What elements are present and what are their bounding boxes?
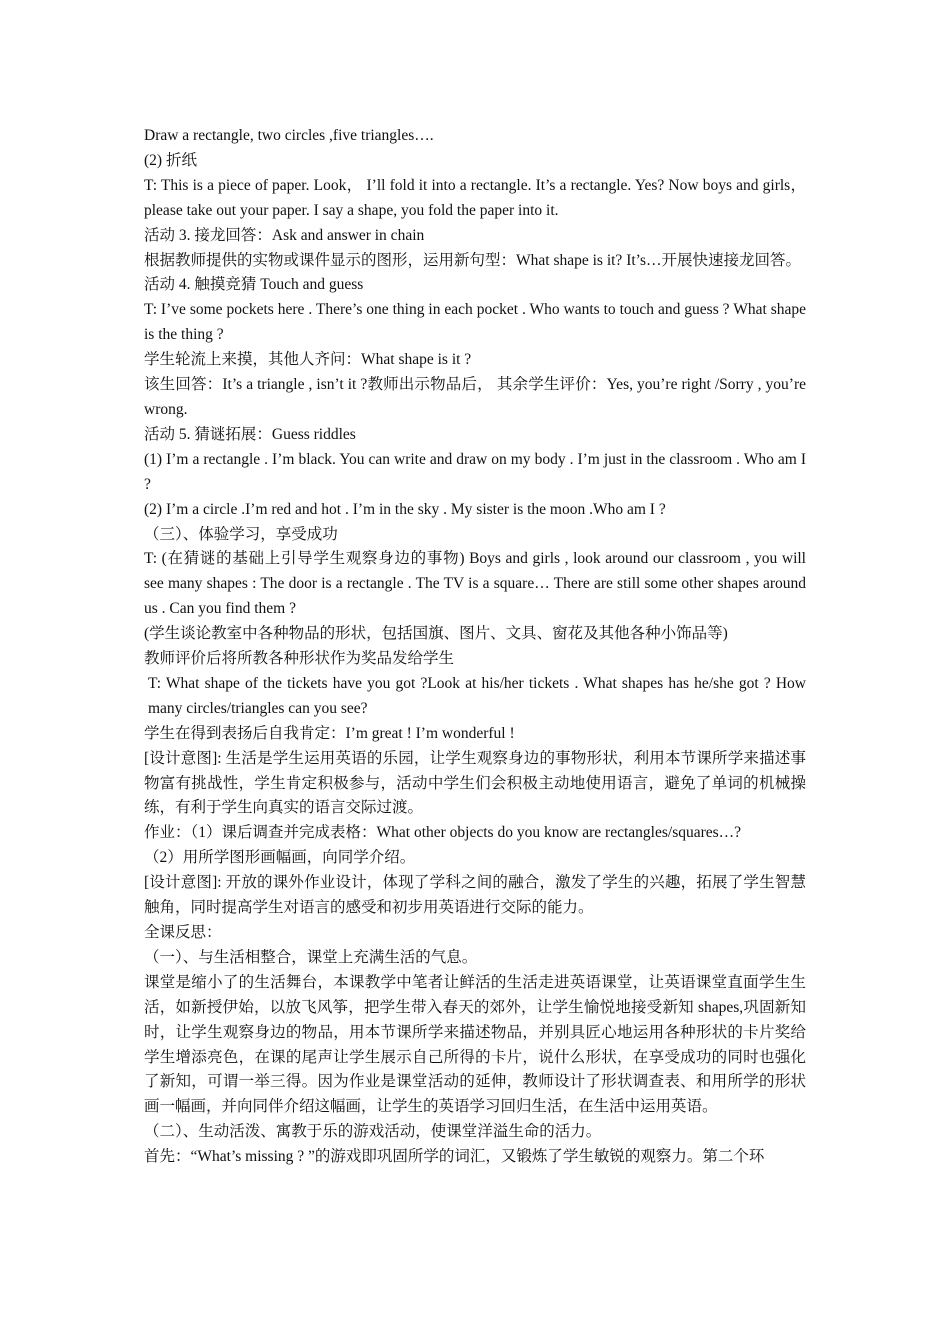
paragraph-reflection-1: 课堂是缩小了的生活舞台，本课教学中笔者让鲜活的生活走进英语课堂，让英语课堂直面学生生活，如新授伊始，以放飞风筝，把学生带入春天的郊外，让学生愉悦地接受新知 shapes,巩固新知时，让学生观察身边的物品，用本节课所学来描述物品，并别具匠心地运用各种形状的卡片奖给学生增添亮色，在课的尾声让学生展示自己所得的卡片，说什么形状，在享受成功的同时也强化了新知，可谓一举三得。因为作业是课堂活动的延伸，教师设计了形状调查表、和用所学的形状画一幅画，并向同伴介绍这幅画，让学生的英语学习回归生活，在生活中运用英语。 — [144, 973, 806, 1116]
paragraph-teacher-pockets: T: I’ve some pockets here . There’s one thing in each pocket . Who wants to touch and guess ? What shape is the thing ? — [144, 301, 806, 344]
paragraph-teacher-paper: T: This is a piece of paper. Look， I’ll fold it into a rectangle. It’s a rectangle. Yes? Now boys and girls， please take out your paper. I say a shape, you fold the paper into it. — [144, 176, 806, 219]
paragraph-tickets: T: What shape of the tickets have you got ?Look at his/her tickets . What shapes has he/she got ? How many circles/triangles can you see? — [148, 674, 806, 717]
paragraph-activity-3: 根据教师提供的实物或课件显示的图形，运用新句型：What shape is it? It’s…开展快速接龙回答。 — [144, 251, 801, 269]
text-line-students-discuss: (学生谈论教室中各种物品的形状，包括国旗、图片、文具、窗花及其他各种小饰品等) — [144, 625, 728, 643]
text-line-homework-1: 作业：（1）课后调查并完成表格：What other objects do you know are rectangles/squares…? — [144, 824, 742, 842]
document-body — [144, 124, 806, 1170]
text-line-self-affirm: 学生在得到表扬后自我肯定：I’m great ! I’m wonderful ! — [144, 724, 515, 742]
heading-activity-5: 活动 5. 猜谜拓展：Guess riddles — [144, 425, 356, 443]
paragraph-look-around: T: (在猜谜的基础上引导学生观察身边的事物) Boys and girls , look around our classroom , you will see many shapes : The door is a rectangle . The TV is a square… There are still some other shapes around us . Can you find them ? — [144, 550, 806, 618]
heading-section-3: （三）、体验学习，享受成功 — [144, 525, 338, 543]
heading-reflection-1: （一）、与生活相整合，课堂上充满生活的气息。 — [144, 948, 478, 966]
heading-activity-3: 活动 3. 接龙回答：Ask and answer in chain — [144, 226, 425, 244]
text-line-homework-2: （2）用所学图形画幅画，向同学介绍。 — [144, 849, 416, 867]
paragraph-reflection-2: 首先：“What’s missing ? ”的游戏即巩固所学的词汇，又锻炼了学生敏锐的观察力。第二个环 — [144, 1148, 765, 1166]
heading-activity-4: 活动 4. 触摸竞猜 Touch and guess — [144, 276, 364, 294]
paragraph-design-intent-2: [设计意图]: 开放的课外作业设计，体现了学科之间的融合，激发了学生的兴趣，拓展了学生智慧触角，同时提高学生对语言的感受和初步用英语进行交际的能力。 — [144, 874, 806, 917]
text-line-draw-shapes: Draw a rectangle, two circles ,five triangles…. — [144, 127, 434, 144]
text-line-teacher-reward: 教师评价后将所教各种形状作为奖品发给学生 — [144, 650, 455, 668]
paragraph-riddle-1: (1) I’m a rectangle . I’m black. You can write and draw on my body . I’m just in the classroom . Who am I ? — [144, 450, 806, 493]
paragraph-design-intent-1: [设计意图]: 生活是学生运用英语的乐园，让学生观察身边的事物形状，利用本节课所学来描述事物富有挑战性，学生肯定积极参与，活动中学生们会积极主动地使用语言，避免了单词的机械操练，有利于学生向真实的语言交际过渡。 — [144, 749, 806, 817]
text-line-students-ask: 学生轮流上来摸，其他人齐问：What shape is it ? — [144, 351, 472, 369]
heading-fold-paper: (2) 折纸 — [144, 151, 197, 169]
paragraph-riddle-2: (2) I’m a circle .I’m red and hot . I’m in the sky . My sister is the moon .Who am I ? — [144, 500, 666, 518]
heading-reflection: 全课反思： — [144, 924, 222, 941]
heading-reflection-2: （二）、生动活泼、寓教于乐的游戏活动，使课堂洋溢生命的活力。 — [144, 1123, 602, 1141]
paragraph-student-answer: 该生回答：It’s a triangle , isn’t it ?教师出示物品后， 其余学生评价：Yes, you’re right /Sorry , you’re wrong. — [144, 376, 806, 418]
